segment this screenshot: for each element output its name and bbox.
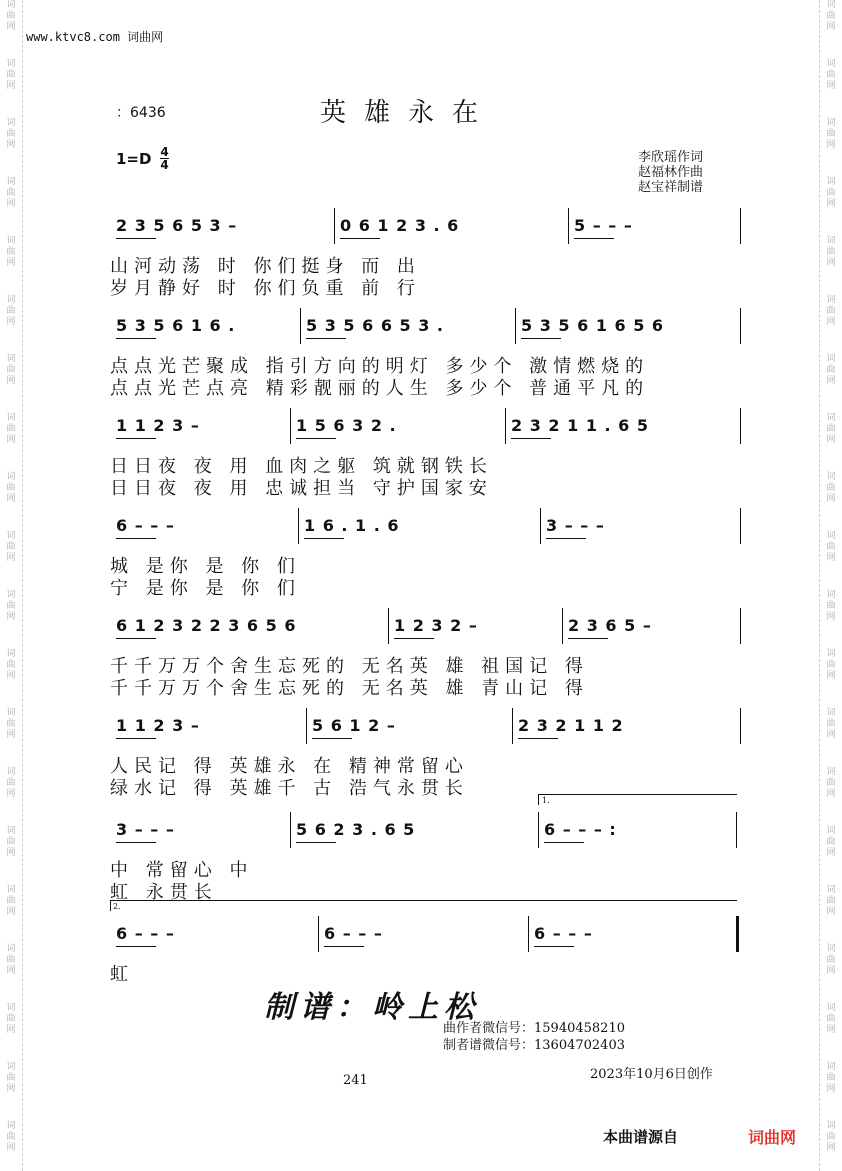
side-watermark-text: 词 曲 网 bbox=[826, 767, 836, 799]
bar-line bbox=[300, 308, 301, 344]
beam-underline bbox=[116, 842, 156, 843]
beam-underline bbox=[544, 842, 584, 843]
bar-line bbox=[740, 408, 741, 444]
beam-underline bbox=[304, 538, 344, 539]
side-watermark-text: 词 曲 网 bbox=[6, 472, 16, 504]
side-watermark-text: 词 曲 网 bbox=[826, 944, 836, 976]
side-watermark-text: 词 曲 网 bbox=[826, 590, 836, 622]
beam-underline bbox=[116, 946, 156, 947]
time-bottom: 4 bbox=[160, 158, 169, 172]
bar-line bbox=[740, 308, 741, 344]
lyric-line: 千千万万个舍生忘死的 无名英 雄 祖国记 得 bbox=[110, 656, 589, 677]
side-watermark-text: 词 曲 网 bbox=[826, 885, 836, 917]
side-watermark-text: 词 曲 网 bbox=[826, 1062, 836, 1094]
lyric-line: 绿水记 得 英雄千 古 浩气永贯长 bbox=[110, 778, 469, 799]
lyric-line: 宁 是你 是 你 们 bbox=[110, 578, 301, 599]
lyric-line: 人民记 得 英雄永 在 精神常留心 bbox=[110, 756, 469, 777]
beam-underline bbox=[312, 738, 352, 739]
measure-notes: 6 – – – bbox=[534, 924, 592, 943]
side-watermark-text: 词 曲 网 bbox=[6, 767, 16, 799]
measure-notes: 6 – – – bbox=[116, 924, 174, 943]
measure-notes: 0 6 1 2 3 . 6 bbox=[340, 216, 459, 235]
side-watermark-text: 词 曲 网 bbox=[826, 236, 836, 268]
side-watermark-text: 词 曲 网 bbox=[826, 1003, 836, 1035]
beam-underline bbox=[116, 238, 156, 239]
volta-number: 1. bbox=[542, 796, 550, 805]
measure-notes: 6 – – – bbox=[116, 516, 174, 535]
side-watermark-text: 词 曲 网 bbox=[826, 177, 836, 209]
measure-notes: 5 3 5 6 1 6 . bbox=[116, 316, 235, 335]
measure-notes: 6 – – – bbox=[324, 924, 382, 943]
bar-line bbox=[290, 408, 291, 444]
lyric-line: 岁月静好 时 你们负重 前 行 bbox=[110, 278, 421, 299]
key-signature: 1=D bbox=[116, 150, 152, 168]
beam-underline bbox=[296, 438, 336, 439]
page-title: 英雄永在 bbox=[320, 98, 497, 128]
measure-notes: 5 6 1 2 – bbox=[312, 716, 395, 735]
side-watermark-text: 词 曲 网 bbox=[6, 413, 16, 445]
measure-notes: 3 – – – bbox=[116, 820, 174, 839]
bar-line bbox=[512, 708, 513, 744]
beam-underline bbox=[574, 238, 614, 239]
side-watermark-text: 词 曲 网 bbox=[6, 236, 16, 268]
composer-wechat: 曲作者微信号：15940458210 bbox=[443, 1021, 625, 1036]
measure-notes: 1 1 2 3 – bbox=[116, 416, 199, 435]
side-watermark-text: 词 曲 网 bbox=[6, 177, 16, 209]
lyric-line: 点点光芒点亮 精彩靓丽的人生 多少个 普通平凡的 bbox=[110, 378, 650, 399]
bar-line bbox=[568, 208, 569, 244]
signature: 制谱：岭上松 bbox=[264, 990, 480, 1025]
composer-credit: 赵福林作曲 bbox=[638, 165, 704, 180]
side-watermark-text: 词 曲 网 bbox=[6, 354, 16, 386]
measure-notes: 1 6 . 1 . 6 bbox=[304, 516, 399, 535]
lyric-line: 点点光芒聚成 指引方向的明灯 多少个 激情燃烧的 bbox=[110, 356, 650, 377]
side-watermark-text: 词 曲 网 bbox=[826, 0, 836, 32]
beam-underline bbox=[521, 338, 561, 339]
side-watermark-text: 词 曲 网 bbox=[826, 1121, 836, 1153]
beam-underline bbox=[116, 538, 156, 539]
bar-line bbox=[562, 608, 563, 644]
side-watermark-text: 词 曲 网 bbox=[6, 944, 16, 976]
bar-line bbox=[290, 812, 291, 848]
bar-line bbox=[505, 408, 506, 444]
lyric-line: 日日夜 夜 用 忠诚担当 守护国家安 bbox=[110, 478, 493, 499]
volta-number: 2. bbox=[113, 902, 121, 911]
lyric-line: 山河动荡 时 你们挺身 而 出 bbox=[110, 256, 421, 277]
side-watermark-text: 词 曲 网 bbox=[6, 295, 16, 327]
lyric-line: 日日夜 夜 用 血肉之躯 筑就钢铁长 bbox=[110, 456, 493, 477]
measure-notes: 5 – – – bbox=[574, 216, 632, 235]
beam-underline bbox=[518, 738, 558, 739]
side-watermark-text: 词 曲 网 bbox=[826, 59, 836, 91]
side-watermark-text: 词 曲 网 bbox=[826, 295, 836, 327]
side-watermark-text: 词 曲 网 bbox=[826, 826, 836, 858]
bar-line bbox=[740, 208, 741, 244]
site-header[interactable]: www.ktvc8.com 词曲网 bbox=[26, 30, 164, 44]
source-label: 本曲谱源自 bbox=[603, 1128, 679, 1146]
side-watermark-text: 词 曲 网 bbox=[826, 649, 836, 681]
measure-notes: 2 3 2 1 1 . 6 5 bbox=[511, 416, 648, 435]
bar-line bbox=[306, 708, 307, 744]
page-number: 241 bbox=[343, 1073, 368, 1088]
side-watermark-text: 词 曲 网 bbox=[6, 708, 16, 740]
beam-underline bbox=[306, 338, 346, 339]
lyric-line: 虹 永贯长 bbox=[110, 882, 218, 903]
beam-underline bbox=[116, 438, 156, 439]
lyricist-credit: 李欣瑶作词 bbox=[638, 150, 704, 165]
arranger-wechat: 制者谱微信号：13604702403 bbox=[443, 1038, 625, 1053]
side-watermark-text: 词 曲 网 bbox=[826, 708, 836, 740]
arranger-credit: 赵宝祥制谱 bbox=[638, 180, 704, 195]
measure-notes: 6 1 2 3 2 2 3 6 5 6 bbox=[116, 616, 296, 635]
measure-notes: 1 1 2 3 – bbox=[116, 716, 199, 735]
bar-line bbox=[740, 608, 741, 644]
beam-underline bbox=[394, 638, 434, 639]
side-watermark-text: 词 曲 网 bbox=[826, 472, 836, 504]
creation-date: 2023年10月6日创作 bbox=[590, 1067, 713, 1082]
volta-bracket bbox=[538, 794, 737, 805]
bar-line bbox=[388, 608, 389, 644]
side-watermark-text: 词 曲 网 bbox=[6, 885, 16, 917]
bar-line bbox=[540, 508, 541, 544]
beam-underline bbox=[340, 238, 380, 239]
side-watermark-text: 词 曲 网 bbox=[826, 118, 836, 150]
bar-line bbox=[318, 916, 319, 952]
side-watermark-text: 词 曲 网 bbox=[826, 531, 836, 563]
beam-underline bbox=[534, 946, 574, 947]
side-watermark-text: 词 曲 网 bbox=[6, 0, 16, 32]
measure-notes: 3 – – – bbox=[546, 516, 604, 535]
measure-notes: 1 5 6 3 2 . bbox=[296, 416, 396, 435]
measure-notes: 2 3 5 6 5 3 – bbox=[116, 216, 237, 235]
measure-notes: 1 2 3 2 – bbox=[394, 616, 477, 635]
right-watermark-strip bbox=[819, 0, 842, 1171]
time-top: 4 bbox=[160, 145, 169, 159]
bar-line bbox=[740, 708, 741, 744]
measure-notes: 2 3 2 1 1 2 bbox=[518, 716, 623, 735]
time-signature bbox=[160, 146, 169, 171]
beam-underline bbox=[546, 538, 586, 539]
lyric-line: 中 常留心 中 bbox=[110, 860, 254, 881]
bar-line bbox=[515, 308, 516, 344]
bar-line bbox=[334, 208, 335, 244]
side-watermark-text: 词 曲 网 bbox=[6, 118, 16, 150]
source-brand-link[interactable]: 词曲网 bbox=[748, 1128, 797, 1147]
lyric-line: 虹 bbox=[110, 964, 134, 985]
lyric-line: 千千万万个舍生忘死的 无名英 雄 青山记 得 bbox=[110, 678, 589, 699]
side-watermark-text: 词 曲 网 bbox=[6, 826, 16, 858]
side-watermark-text: 词 曲 网 bbox=[6, 1062, 16, 1094]
bar-line bbox=[528, 916, 529, 952]
bar-line bbox=[736, 916, 739, 952]
beam-underline bbox=[116, 638, 156, 639]
bar-line bbox=[740, 508, 741, 544]
side-watermark-text: 词 曲 网 bbox=[6, 531, 16, 563]
beam-underline bbox=[324, 946, 364, 947]
volta-bracket bbox=[110, 900, 737, 911]
side-watermark-text: 词 曲 网 bbox=[6, 59, 16, 91]
measure-notes: 2 3 6 5 – bbox=[568, 616, 651, 635]
song-number: ：6436 bbox=[116, 105, 166, 121]
beam-underline bbox=[296, 842, 336, 843]
bar-line bbox=[736, 812, 737, 848]
bar-line bbox=[298, 508, 299, 544]
beam-underline bbox=[568, 638, 608, 639]
left-watermark-strip bbox=[0, 0, 23, 1171]
measure-notes: 5 3 5 6 6 5 3 . bbox=[306, 316, 443, 335]
bar-line bbox=[538, 812, 539, 848]
side-watermark-text: 词 曲 网 bbox=[6, 1003, 16, 1035]
side-watermark-text: 词 曲 网 bbox=[6, 1121, 16, 1153]
side-watermark-text: 词 曲 网 bbox=[826, 413, 836, 445]
side-watermark-text: 词 曲 网 bbox=[826, 354, 836, 386]
wechat-info bbox=[443, 1020, 625, 1054]
lyric-line: 城 是你 是 你 们 bbox=[110, 556, 301, 577]
side-watermark-text: 词 曲 网 bbox=[6, 649, 16, 681]
side-watermark-text: 词 曲 网 bbox=[6, 590, 16, 622]
beam-underline bbox=[116, 338, 156, 339]
beam-underline bbox=[116, 738, 156, 739]
beam-underline bbox=[511, 438, 551, 439]
measure-notes: 5 3 5 6 1 6 5 6 bbox=[521, 316, 664, 335]
measure-notes: 5 6 2 3 . 6 5 bbox=[296, 820, 415, 839]
measure-notes: 6 – – – : bbox=[544, 820, 616, 839]
credits bbox=[638, 150, 703, 195]
